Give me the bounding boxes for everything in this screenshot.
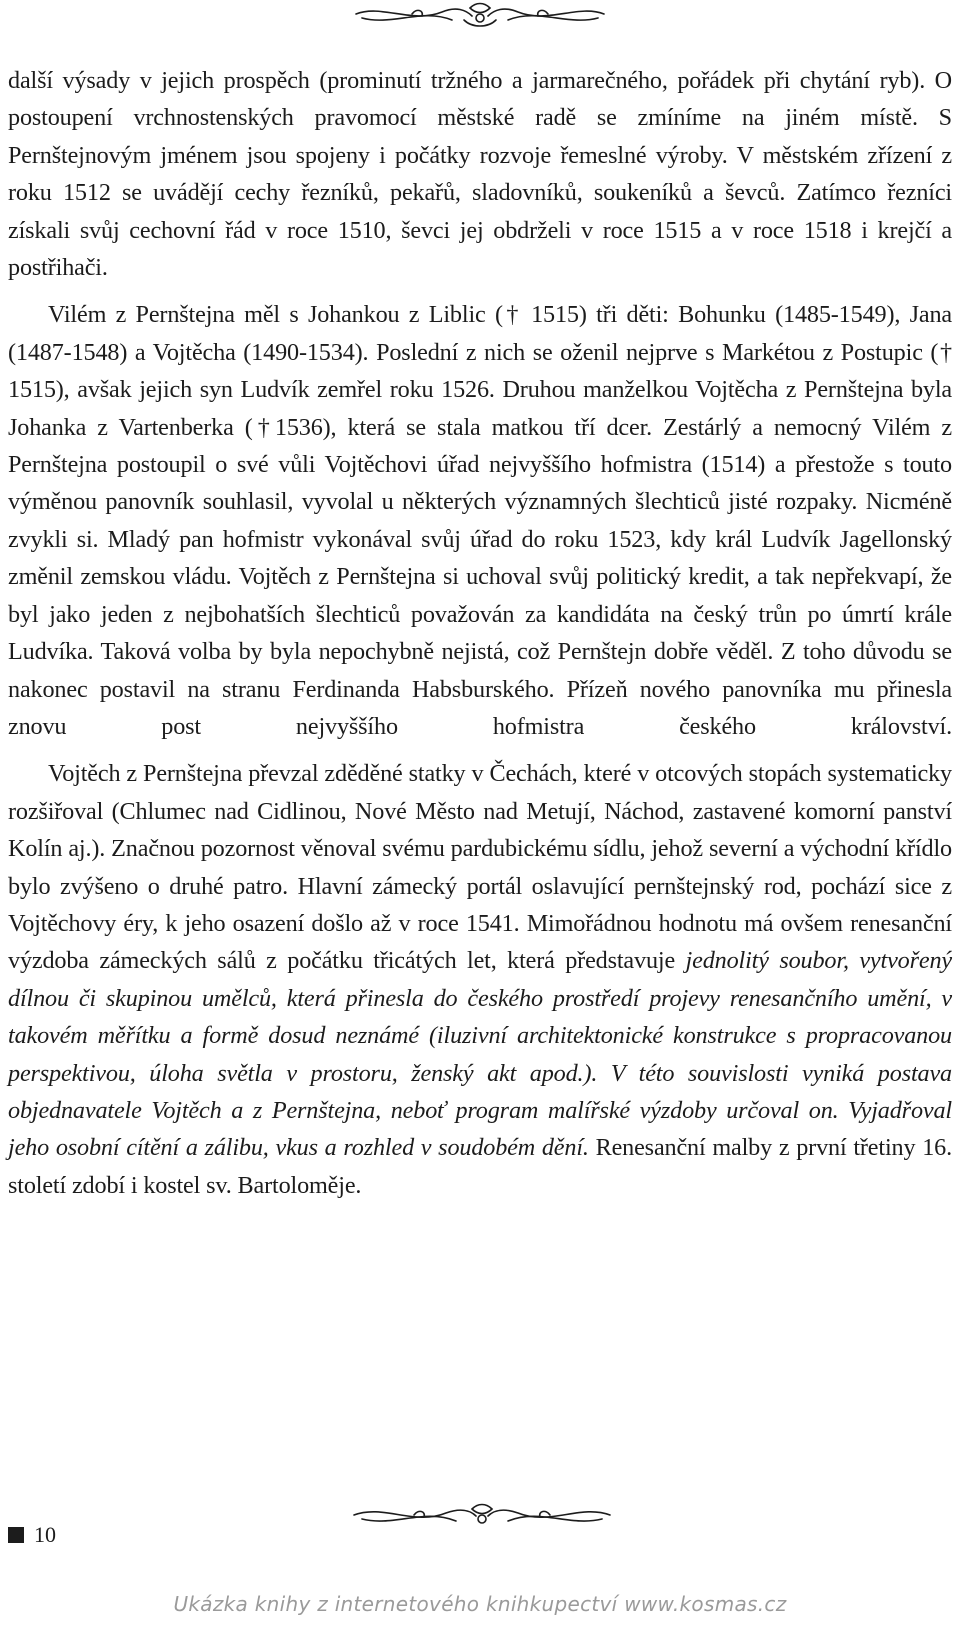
paragraph-2: Vilém z Pernštejna měl s Johankou z Liblic († 1515) tři děti: Bohunku (1485-1549), Jana (1487-1548) a Vojtěcha (1490-1534). Poslední z nich se oženil nejprve s Markétou z Postupic († 1515), avšak jejich syn Ludvík zemřel roku 1526. Druhou manželkou Vojtěcha z Pernštejna byla Johanka z Vartenberka (†1536), která se stala matkou tří dcer. Zestárlý a nemocný Vilém z Pernštejna postoupil o své vůli Vojtěchovi úřad nejvyššího hofmistra (1514) a přestože s touto výměnou panovník souhlasil, vyvolal u některých významných šlechticů jisté rozpaky. Nicméně zvykli si. Mladý pan hofmistr vykonával svůj úřad do roku 1523, kdy král Ludvík Jagellonský změnil zemskou vládu. Vojtěch z Pernštejna si uchoval svůj politický kredit, a tak nepřekvapí, že byl jako jeden z nejbohatších šlechticů považován za kandidáta na český trůn po úmrtí krále Ludvíka. Taková volba by byla nepochybně nejistá, což Pernštejn dobře věděl. Z toho důvodu se nakonec postavil na stranu Ferdinanda Habsburského. Přízeň nového panovníka mu přinesla znovu post nejvyššího hofmistra českého království. bbox=[8, 301, 952, 740]
bottom-flourish-ornament-icon bbox=[350, 1500, 614, 1530]
page-body bbox=[8, 62, 952, 1214]
paragraph-3-roman: Vojtěch z Pernštejna převzal zděděné statky v Čechách, které v otcových stopách systematicky rozšiřoval (Chlumec nad Cidlinou, Nové Město nad Metují, Náchod, zastavené komorní panství Kolín aj.). Značnou pozornost věnoval svému pardubickému sídlu, jehož severní a východní křídlo bylo zvýšeno o druhé patro. Hlavní zámecký portál oslavující pernštejnský rod, pochází sice z Vojtěchovy éry, k jeho osazení došlo až v roce 1541. Mimořádnou hodnotu má ovšem renesanční výzdoba zámeckých sálů z počátku třicátých let, která představuje bbox=[8, 760, 952, 975]
page-number bbox=[8, 1522, 56, 1548]
bookstore-credit: Ukázka knihy z internetového knihkupectví www.kosmas.cz bbox=[173, 1592, 787, 1616]
page-number-text: 10 bbox=[34, 1522, 56, 1547]
paragraph-3-end: Renesanční malby z první třetiny 16. století zdobí i kostel sv. Bartoloměje. bbox=[8, 1134, 952, 1199]
top-flourish-ornament-icon bbox=[352, 0, 608, 32]
paragraph-3-italic: jednolitý soubor, vytvořený dílnou či skupinou umělců, která přinesla do českého prostředí projevy renesančního umění, v takovém měřítku a formě dosud neznámé (iluzivní architektonické konstrukce s propracovanou perspektivou, úloha světla v prostoru, ženský akt apod.). V této souvislosti vyniká postava objednavatele Vojtěch a z Pernštejna, neboť program malířské výzdoby určoval on. Vyjadřoval jeho osobní cítění a zálibu, vkus a rozhled v soudobém dění. bbox=[8, 947, 952, 1162]
paragraph-1: další výsady v jejich prospěch (prominutí tržného a jarmarečného, pořádek při chytání ryb). O postoupení vrchnostenských pravomocí městské radě se zmíníme na jiném místě. S Pernštejnovým jménem jsou spojeny i počátky rozvoje řemeslné výroby. V městském zřízení z roku 1512 se uvádějí cechy řezníků, pekařů, sladovníků, soukeníků a ševců. Zatímco řezníci získali svůj cechovní řád v roce 1510, ševci jej obdrželi v roce 1515 a v roce 1518 i krejčí a postřihači. bbox=[8, 67, 952, 282]
square-icon bbox=[8, 1527, 24, 1543]
paragraph-3 bbox=[8, 755, 952, 1204]
